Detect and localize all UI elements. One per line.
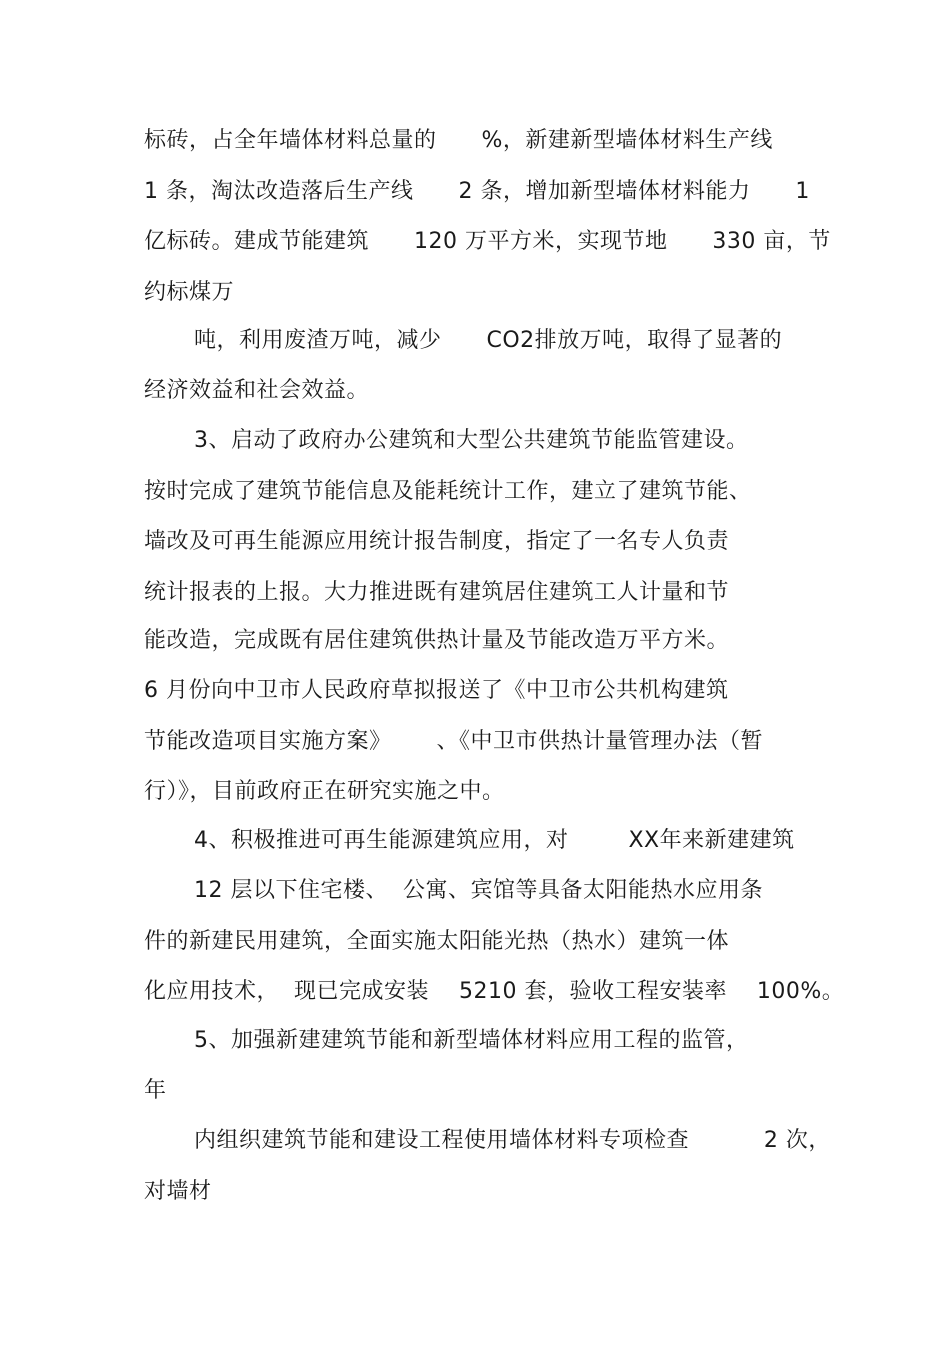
text-line-14: 行）》，目前政府正在研究实施之中。 bbox=[144, 779, 505, 804]
text-line-15: 4、积极推进可再生能源建筑应用，对 XX年来新建建筑 bbox=[194, 828, 795, 853]
text-line-7: 3、启动了政府办公建筑和大型公共建筑节能监管建设。 bbox=[194, 428, 749, 453]
text-line-12: 6 月份向中卫市人民政府草拟报送了《中卫市公共机构建筑 bbox=[144, 678, 729, 703]
text-line-5: 吨，利用废渣万吨，减少 CO2排放万吨，取得了显著的 bbox=[194, 328, 783, 353]
text-line-11: 能改造，完成既有居住建筑供热计量及节能改造万平方米。 bbox=[144, 628, 730, 653]
text-line-9: 墙改及可再生能源应用统计报告制度，指定了一名专人负责 bbox=[144, 529, 730, 554]
text-line-4: 约标煤万 bbox=[144, 280, 235, 305]
text-line-19: 5、加强新建建筑节能和新型墙体材料应用工程的监管， bbox=[194, 1028, 749, 1053]
text-line-22: 对墙材 bbox=[144, 1179, 212, 1204]
text-line-6: 经济效益和社会效益。 bbox=[144, 378, 370, 403]
text-line-21: 内组织建筑节能和建设工程使用墙体材料专项检查 2 次， bbox=[194, 1128, 831, 1153]
text-line-20: 年 bbox=[144, 1078, 167, 1103]
text-line-3: 亿标砖。建成节能建筑 120 万平方米，实现节地 330 亩，节 bbox=[144, 229, 831, 254]
text-line-13: 节能改造项目实施方案》 、《中卫市供热计量管理办法（暂 bbox=[144, 729, 763, 754]
text-line-8: 按时完成了建筑节能信息及能耗统计工作，建立了建筑节能、 bbox=[144, 479, 752, 504]
text-line-10: 统计报表的上报。大力推进既有建筑居住建筑工人计量和节 bbox=[144, 580, 730, 605]
text-line-17: 件的新建民用建筑，全面实施太阳能光热（热水）建筑一体 bbox=[144, 929, 730, 954]
text-line-1: 标砖，占全年墙体材料总量的 %，新建新型墙体材料生产线 bbox=[144, 128, 773, 153]
text-line-18: 化应用技术， 现已完成安装 5210 套，验收工程安装率 100%。 bbox=[144, 979, 845, 1004]
text-line-2: 1 条，淘汰改造落后生产线 2 条，增加新型墙体材料能力 1 bbox=[144, 179, 810, 204]
text-line-16: 12 层以下住宅楼、 公寓、宾馆等具备太阳能热水应用条 bbox=[194, 878, 763, 903]
